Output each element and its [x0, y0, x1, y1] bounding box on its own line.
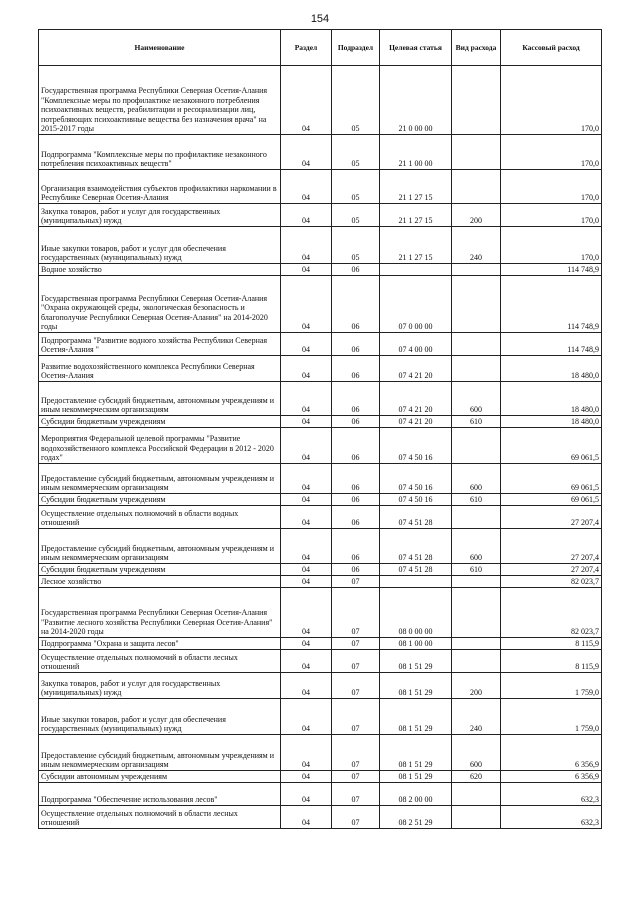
row-expense-type: 600 — [452, 464, 501, 494]
row-amount: 27 207,4 — [501, 529, 602, 564]
row-amount: 82 023,7 — [501, 576, 602, 588]
table-row — [39, 638, 602, 650]
row-target: 07 4 21 20 — [380, 416, 452, 428]
row-amount: 170,0 — [501, 66, 602, 135]
row-target — [380, 264, 452, 276]
row-subsection: 07 — [332, 699, 380, 735]
row-target: 08 1 51 29 — [380, 771, 452, 783]
row-subsection: 06 — [332, 382, 380, 416]
row-subsection: 07 — [332, 673, 380, 699]
row-expense-type — [452, 428, 501, 464]
row-name: Осуществление отдельных полномочий в области водных отношений — [39, 506, 281, 529]
table-row — [39, 170, 602, 204]
table-row — [39, 382, 602, 416]
row-expense-type: 610 — [452, 494, 501, 506]
row-target: 21 1 27 15 — [380, 204, 452, 227]
table-row — [39, 576, 602, 588]
row-subsection: 07 — [332, 650, 380, 673]
row-expense-type: 600 — [452, 735, 501, 771]
row-expense-type: 610 — [452, 416, 501, 428]
row-section: 04 — [281, 227, 332, 264]
row-subsection: 06 — [332, 264, 380, 276]
row-section: 04 — [281, 735, 332, 771]
table-row — [39, 564, 602, 576]
row-section: 04 — [281, 416, 332, 428]
row-amount: 632,3 — [501, 783, 602, 806]
table-row — [39, 264, 602, 276]
row-target: 07 4 21 20 — [380, 382, 452, 416]
row-name: Субсидии автономным учреждениям — [39, 771, 281, 783]
row-subsection: 07 — [332, 783, 380, 806]
header-cash-expense: Кассовый расход — [501, 30, 602, 66]
row-section: 04 — [281, 771, 332, 783]
header-subsection: Подраздел — [332, 30, 380, 66]
table-row — [39, 276, 602, 333]
row-section: 04 — [281, 66, 332, 135]
header-section: Раздел — [281, 30, 332, 66]
row-target: 08 1 51 29 — [380, 735, 452, 771]
row-amount: 6 356,9 — [501, 735, 602, 771]
row-subsection: 06 — [332, 416, 380, 428]
table-row — [39, 806, 602, 829]
row-expense-type: 620 — [452, 771, 501, 783]
row-expense-type — [452, 356, 501, 382]
row-expense-type — [452, 638, 501, 650]
row-amount: 6 356,9 — [501, 771, 602, 783]
row-name: Предоставление субсидий бюджетным, автономным учреждениям и иным некоммерческим организациям — [39, 529, 281, 564]
row-target: 07 4 50 16 — [380, 494, 452, 506]
page-number: 154 — [310, 13, 330, 25]
row-name: Государственная программа Республики Северная Осетия-Алания "Охрана окружающей среды, экологическая безопасность и благополучие Республики Северная Осетия-Алания" на 2014-2020 годы — [39, 276, 281, 333]
row-name: Водное хозяйство — [39, 264, 281, 276]
row-amount: 27 207,4 — [501, 506, 602, 529]
table-row — [39, 66, 602, 135]
row-name: Субсидии бюджетным учреждениям — [39, 416, 281, 428]
table-row — [39, 416, 602, 428]
row-section: 04 — [281, 276, 332, 333]
row-expense-type: 610 — [452, 564, 501, 576]
row-subsection: 06 — [332, 428, 380, 464]
table-row — [39, 204, 602, 227]
row-amount: 632,3 — [501, 806, 602, 829]
table-row — [39, 464, 602, 494]
row-amount: 1 759,0 — [501, 699, 602, 735]
header-expense-type: Вид расхода — [452, 30, 501, 66]
row-section: 04 — [281, 783, 332, 806]
row-section: 04 — [281, 428, 332, 464]
table-row — [39, 650, 602, 673]
row-section: 04 — [281, 204, 332, 227]
row-subsection: 07 — [332, 806, 380, 829]
row-expense-type — [452, 576, 501, 588]
row-amount: 82 023,7 — [501, 588, 602, 638]
header-target: Целевая статья — [380, 30, 452, 66]
row-subsection: 07 — [332, 576, 380, 588]
row-target: 08 2 51 29 — [380, 806, 452, 829]
table-row — [39, 673, 602, 699]
row-section: 04 — [281, 135, 332, 170]
row-subsection: 07 — [332, 588, 380, 638]
table-row — [39, 771, 602, 783]
row-name: Субсидии бюджетным учреждениям — [39, 564, 281, 576]
row-target: 08 1 51 29 — [380, 673, 452, 699]
row-name: Подпрограмма "Обеспечение использования лесов" — [39, 783, 281, 806]
row-target: 21 0 00 00 — [380, 66, 452, 135]
row-target: 07 4 50 16 — [380, 428, 452, 464]
row-section: 04 — [281, 382, 332, 416]
row-expense-type: 240 — [452, 227, 501, 264]
row-amount: 18 480,0 — [501, 416, 602, 428]
row-subsection: 05 — [332, 170, 380, 204]
row-amount: 69 061,5 — [501, 464, 602, 494]
table-row — [39, 699, 602, 735]
row-subsection: 06 — [332, 564, 380, 576]
row-subsection: 05 — [332, 227, 380, 264]
row-name: Организация взаимодействия субъектов профилактики наркомании в Республике Северная Осетия-Алания — [39, 170, 281, 204]
table-row — [39, 588, 602, 638]
row-expense-type — [452, 783, 501, 806]
header-name: Наименование — [39, 30, 281, 66]
table-row — [39, 356, 602, 382]
row-amount: 170,0 — [501, 135, 602, 170]
row-expense-type — [452, 506, 501, 529]
row-expense-type: 600 — [452, 382, 501, 416]
row-target: 07 4 51 28 — [380, 529, 452, 564]
row-amount: 18 480,0 — [501, 382, 602, 416]
row-name: Государственная программа Республики Северная Осетия-Алания "Развитие лесного хозяйства Республики Северная Осетия-Алания" на 2014-2020 годы — [39, 588, 281, 638]
row-amount: 8 115,9 — [501, 638, 602, 650]
row-amount: 114 748,9 — [501, 264, 602, 276]
row-subsection: 06 — [332, 276, 380, 333]
table-row — [39, 333, 602, 356]
row-section: 04 — [281, 170, 332, 204]
row-section: 04 — [281, 506, 332, 529]
table-row — [39, 428, 602, 464]
row-target: 08 0 00 00 — [380, 588, 452, 638]
row-expense-type: 200 — [452, 673, 501, 699]
table-row — [39, 494, 602, 506]
row-section: 04 — [281, 494, 332, 506]
table-row — [39, 529, 602, 564]
row-section: 04 — [281, 650, 332, 673]
row-name: Иные закупки товаров, работ и услуг для обеспечения государственных (муниципальных) нужд — [39, 227, 281, 264]
row-name: Осуществление отдельных полномочий в области лесных отношений — [39, 650, 281, 673]
row-target: 07 0 00 00 — [380, 276, 452, 333]
row-target: 07 4 51 28 — [380, 506, 452, 529]
row-name: Предоставление субсидий бюджетным, автономным учреждениям и иным некоммерческим организациям — [39, 382, 281, 416]
row-subsection: 07 — [332, 771, 380, 783]
row-expense-type — [452, 135, 501, 170]
row-name: Государственная программа Республики Северная Осетия-Алания "Комплексные меры по профилактике незаконного потребления психоактивных веществ, реабилитации и ресоциализации лиц, потребляющих психоактивные вещества без назначения врача" на 2015-2017 годы — [39, 66, 281, 135]
table-row — [39, 783, 602, 806]
row-amount: 114 748,9 — [501, 276, 602, 333]
row-subsection: 06 — [332, 494, 380, 506]
row-subsection: 06 — [332, 333, 380, 356]
row-amount: 170,0 — [501, 204, 602, 227]
row-section: 04 — [281, 264, 332, 276]
row-expense-type — [452, 276, 501, 333]
row-subsection: 06 — [332, 356, 380, 382]
row-name: Предоставление субсидий бюджетным, автономным учреждениям и иным некоммерческим организациям — [39, 464, 281, 494]
row-amount: 170,0 — [501, 227, 602, 264]
row-section: 04 — [281, 464, 332, 494]
row-subsection: 07 — [332, 638, 380, 650]
row-section: 04 — [281, 806, 332, 829]
table-row — [39, 735, 602, 771]
row-section: 04 — [281, 699, 332, 735]
row-name: Подпрограмма "Охрана и защита лесов" — [39, 638, 281, 650]
row-target: 08 1 51 29 — [380, 650, 452, 673]
row-subsection: 07 — [332, 735, 380, 771]
row-target: 07 4 21 20 — [380, 356, 452, 382]
row-target: 07 4 00 00 — [380, 333, 452, 356]
row-expense-type — [452, 806, 501, 829]
row-target: 21 1 27 15 — [380, 170, 452, 204]
row-section: 04 — [281, 529, 332, 564]
row-expense-type — [452, 333, 501, 356]
row-amount: 170,0 — [501, 170, 602, 204]
row-target: 21 1 00 00 — [380, 135, 452, 170]
row-expense-type: 240 — [452, 699, 501, 735]
row-expense-type — [452, 264, 501, 276]
row-target: 08 2 00 00 — [380, 783, 452, 806]
budget-table — [38, 29, 602, 829]
row-name: Развитие водохозяйственного комплекса Республики Северная Осетия-Алания — [39, 356, 281, 382]
row-expense-type — [452, 66, 501, 135]
row-name: Закупка товаров, работ и услуг для государственных (муниципальных) нужд — [39, 673, 281, 699]
row-amount: 8 115,9 — [501, 650, 602, 673]
row-name: Иные закупки товаров, работ и услуг для обеспечения государственных (муниципальных) нужд — [39, 699, 281, 735]
row-amount: 27 207,4 — [501, 564, 602, 576]
row-target: 07 4 51 28 — [380, 564, 452, 576]
row-amount: 114 748,9 — [501, 333, 602, 356]
row-name: Предоставление субсидий бюджетным, автономным учреждениям и иным некоммерческим организациям — [39, 735, 281, 771]
table-row — [39, 135, 602, 170]
row-subsection: 06 — [332, 464, 380, 494]
row-expense-type: 200 — [452, 204, 501, 227]
row-name: Субсидии бюджетным учреждениям — [39, 494, 281, 506]
row-subsection: 06 — [332, 529, 380, 564]
row-amount: 69 061,5 — [501, 494, 602, 506]
row-name: Подпрограмма "Комплексные меры по профилактике незаконного потребления психоактивных веществ" — [39, 135, 281, 170]
row-subsection: 06 — [332, 506, 380, 529]
row-amount: 69 061,5 — [501, 428, 602, 464]
row-amount: 1 759,0 — [501, 673, 602, 699]
row-section: 04 — [281, 673, 332, 699]
row-section: 04 — [281, 638, 332, 650]
row-name: Осуществление отдельных полномочий в области лесных отношений — [39, 806, 281, 829]
row-target: 07 4 50 16 — [380, 464, 452, 494]
row-expense-type: 600 — [452, 529, 501, 564]
row-name: Закупка товаров, работ и услуг для государственных (муниципальных) нужд — [39, 204, 281, 227]
row-section: 04 — [281, 333, 332, 356]
table-row — [39, 506, 602, 529]
row-expense-type — [452, 588, 501, 638]
row-expense-type — [452, 650, 501, 673]
row-subsection: 05 — [332, 66, 380, 135]
row-target: 08 1 00 00 — [380, 638, 452, 650]
row-name: Лесное хозяйство — [39, 576, 281, 588]
row-section: 04 — [281, 576, 332, 588]
row-name: Мероприятия Федеральной целевой программы "Развитие водохозяйственного комплекса Российской Федерации в 2012 - 2020 годах" — [39, 428, 281, 464]
row-target: 08 1 51 29 — [380, 699, 452, 735]
row-name: Подпрограмма "Развитие водного хозяйства Республики Северная Осетия-Алания " — [39, 333, 281, 356]
row-target: 21 1 27 15 — [380, 227, 452, 264]
row-amount: 18 480,0 — [501, 356, 602, 382]
row-subsection: 05 — [332, 135, 380, 170]
table-header-row — [39, 30, 602, 66]
row-section: 04 — [281, 564, 332, 576]
row-section: 04 — [281, 356, 332, 382]
table-row — [39, 227, 602, 264]
row-expense-type — [452, 170, 501, 204]
row-target — [380, 576, 452, 588]
row-subsection: 05 — [332, 204, 380, 227]
row-section: 04 — [281, 588, 332, 638]
